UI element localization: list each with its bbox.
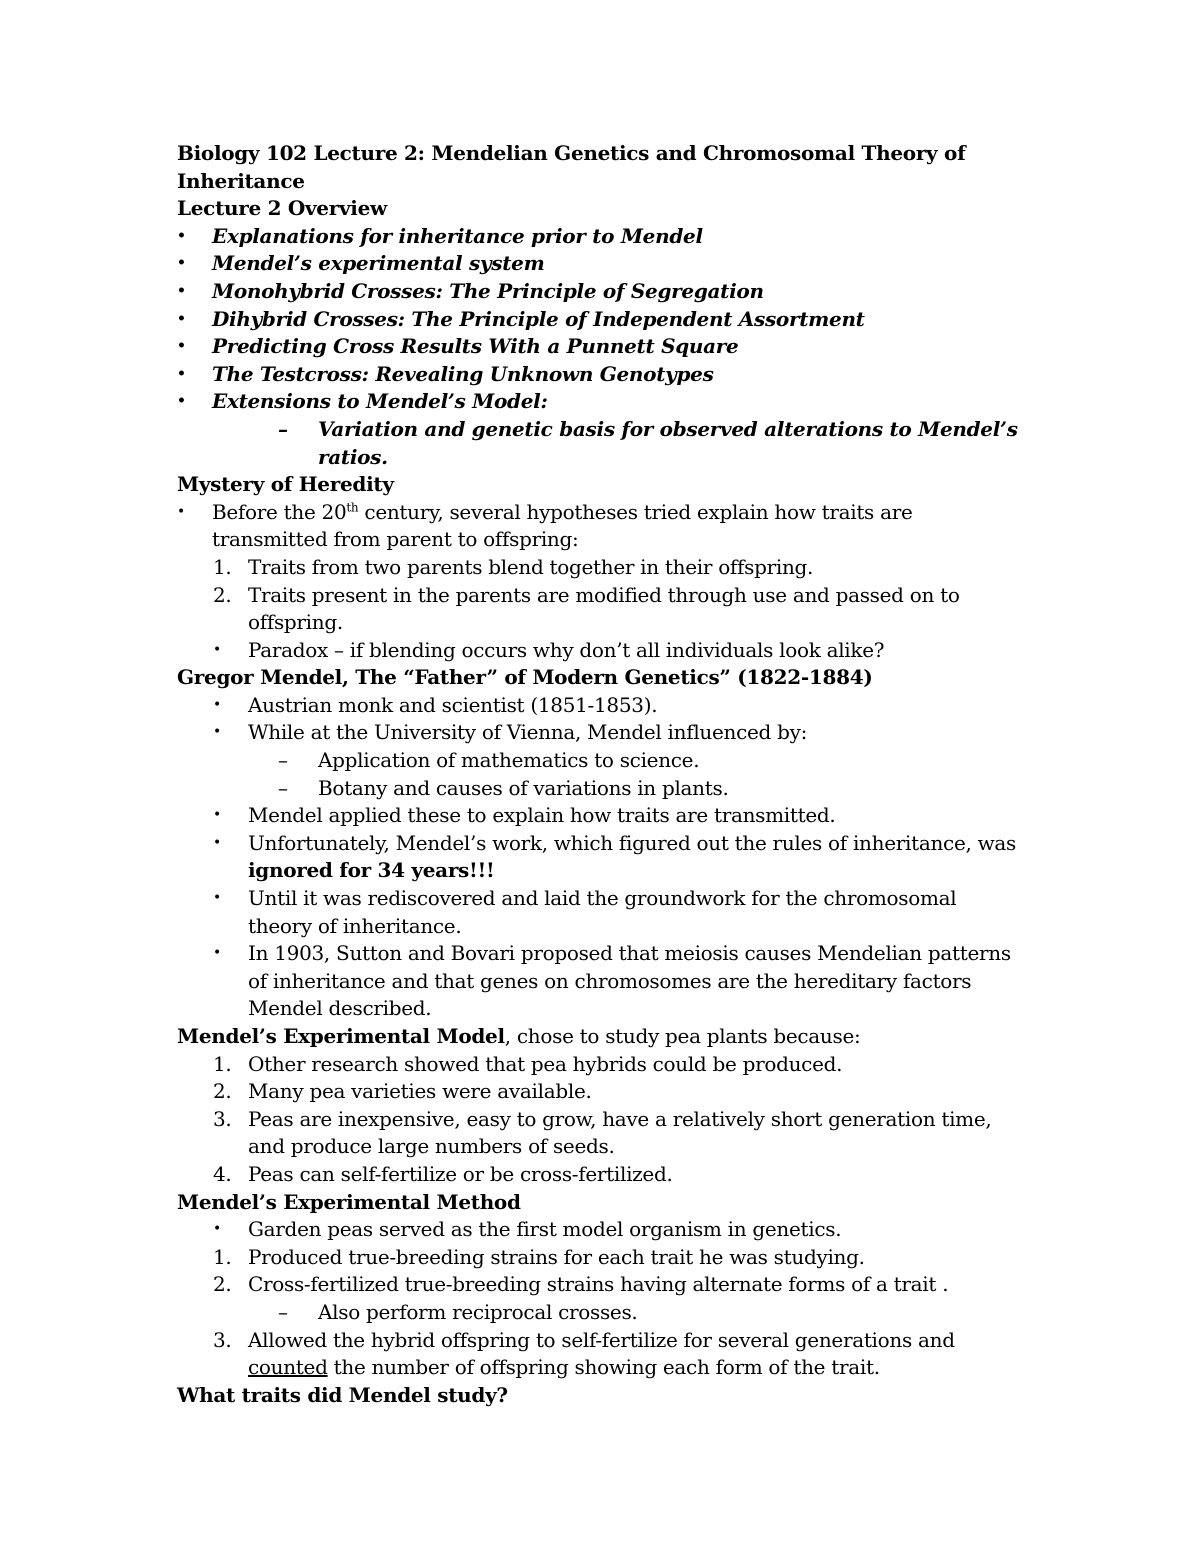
- text-run: and produce large numbers of seeds.: [248, 1134, 615, 1159]
- bullet-marker: •: [213, 945, 221, 962]
- overview-item: [177, 388, 1057, 416]
- overview-item: [177, 361, 1057, 389]
- overview-item-text: Monohybrid Crosses: The Principle of Segregation: [212, 278, 764, 303]
- number-marker: 3.: [213, 1327, 232, 1352]
- text-run: Traits present in the parents are modified through use and passed on to: [248, 582, 960, 607]
- mystery-bullet: [177, 499, 1057, 527]
- bullet-marker: •: [213, 696, 221, 713]
- gregor-subitem: [177, 747, 1057, 775]
- text-run: Garden peas served as the first model organism in genetics.: [248, 1217, 842, 1242]
- text-run: Before the 20: [212, 499, 347, 524]
- overview-subitem: [177, 416, 1057, 444]
- bullet-marker: •: [213, 807, 221, 824]
- bullet-marker: •: [177, 227, 186, 244]
- bullet-marker: •: [213, 641, 221, 658]
- text-run: Mendel described.: [248, 996, 432, 1021]
- text-run: century, several hypotheses tried explain how traits are: [358, 499, 913, 524]
- overview-heading: Lecture 2 Overview: [177, 196, 387, 221]
- text-run: While at the University of Vienna, Mendel influenced by:: [248, 720, 808, 745]
- gregor-heading: Gregor Mendel, The “Father” of Modern Genetics” (1822-1884): [177, 665, 873, 690]
- text-run: Also perform reciprocal crosses.: [318, 1299, 638, 1324]
- dash-marker: –: [278, 416, 288, 441]
- overview-subitem-continued: [177, 444, 1057, 472]
- text-run: Produced true-breeding strains for each trait he was studying.: [248, 1244, 865, 1269]
- method-bullet: [177, 1216, 1057, 1244]
- text-run: Unfortunately, Mendel’s work, which figured out the rules of inheritance, was: [248, 830, 1017, 855]
- gregor-subitem: [177, 775, 1057, 803]
- overview-item: [177, 250, 1057, 278]
- method-heading: Mendel’s Experimental Method: [177, 1189, 521, 1214]
- bullet-marker: •: [213, 890, 221, 907]
- bullet-marker: •: [177, 255, 186, 272]
- overview-item: [177, 223, 1057, 251]
- mystery-bullet-continued: [177, 526, 1057, 554]
- gregor-bullet: [177, 719, 1057, 747]
- bullet-marker: •: [177, 338, 186, 355]
- text-run: In 1903, Sutton and Bovari proposed that meiosis causes Mendelian patterns: [248, 941, 1011, 966]
- number-marker: 2.: [213, 1272, 232, 1297]
- bullet-marker: •: [177, 282, 186, 299]
- bullet-marker: •: [177, 393, 186, 410]
- mystery-numbered-item: [177, 554, 1057, 582]
- mystery-heading: Mystery of Heredity: [177, 472, 394, 497]
- document-title: Biology 102 Lecture 2: Mendelian Genetics and Chromosomal Theory of: [177, 141, 966, 165]
- text-run: Many pea varieties were available.: [248, 1079, 592, 1104]
- method-subitem: [177, 1299, 1057, 1327]
- gregor-bullet: [177, 885, 1057, 913]
- method-numbered-item-continued: [177, 1354, 1057, 1382]
- superscript: th: [346, 500, 359, 515]
- overview-subitem-text: ratios.: [318, 444, 388, 469]
- method-numbered-item: [177, 1271, 1057, 1299]
- text-run: offspring.: [248, 610, 343, 635]
- text-run: Mendel applied these to explain how traits are transmitted.: [248, 803, 836, 828]
- text-run: Other research showed that pea hybrids could be produced.: [248, 1051, 843, 1076]
- overview-item-text: The Testcross: Revealing Unknown Genotypes: [212, 361, 714, 386]
- model-heading-rest: , chose to study pea plants because:: [504, 1024, 861, 1048]
- bullet-marker: •: [177, 503, 185, 520]
- text-run: Paradox – if blending occurs why don’t all individuals look alike?: [248, 637, 885, 662]
- dash-marker: –: [278, 1299, 288, 1324]
- gregor-bullet-continued: [177, 968, 1057, 996]
- text-run: Botany and causes of variations in plants.: [318, 775, 729, 800]
- number-marker: 3.: [213, 1106, 232, 1131]
- model-heading-bold: Mendel’s Experimental Model: [177, 1024, 505, 1048]
- overview-item-text: Dihybrid Crosses: The Principle of Independent Assortment: [212, 306, 865, 331]
- bullet-marker: •: [213, 724, 221, 741]
- model-numbered-item: [177, 1106, 1057, 1134]
- gregor-bullet: [177, 802, 1057, 830]
- bullet-marker: •: [177, 365, 186, 382]
- number-marker: 1.: [213, 1244, 232, 1269]
- overview-item: [177, 306, 1057, 334]
- method-numbered-item: [177, 1327, 1057, 1355]
- number-marker: 2.: [213, 1079, 232, 1104]
- document-page: [177, 140, 1057, 1409]
- overview-item-text: Extensions to Mendel’s Model:: [212, 389, 548, 414]
- text-run: Peas are inexpensive, easy to grow, have a relatively short generation time,: [248, 1106, 992, 1131]
- overview-item-text: Mendel’s experimental system: [212, 251, 545, 276]
- text-run: Peas can self-fertilize or be cross-fertilized.: [248, 1161, 673, 1186]
- gregor-bullet: [177, 692, 1057, 720]
- document-title-continued: Inheritance: [177, 168, 305, 193]
- number-marker: 1.: [213, 554, 232, 579]
- dash-marker: –: [278, 748, 288, 773]
- overview-subitem-text: Variation and genetic basis for observed alterations to Mendel’s: [318, 416, 1018, 441]
- text-run: Application of mathematics to science.: [318, 748, 700, 773]
- gregor-bullet-continued: [177, 913, 1057, 941]
- gregor-bullet: [177, 940, 1057, 968]
- number-marker: 2.: [213, 582, 232, 607]
- mystery-numbered-item-continued: [177, 609, 1057, 637]
- overview-item-text: Predicting Cross Results With a Punnett Square: [212, 334, 739, 359]
- method-numbered-item: [177, 1244, 1057, 1272]
- dash-marker: –: [278, 775, 288, 800]
- mystery-paradox: [177, 637, 1057, 665]
- bullet-marker: •: [177, 310, 186, 327]
- text-run: the number of offspring showing each form of the trait.: [327, 1355, 880, 1380]
- model-heading: [177, 1023, 1057, 1051]
- overview-item: [177, 333, 1057, 361]
- text-run: Traits from two parents blend together in their offspring.: [248, 554, 814, 579]
- overview-item-text: Explanations for inheritance prior to Mendel: [212, 223, 703, 248]
- text-run: Cross-fertilized true-breeding strains having alternate forms of a trait .: [248, 1272, 949, 1297]
- overview-item: [177, 278, 1057, 306]
- gregor-bullet: [177, 830, 1057, 858]
- model-numbered-item-continued: [177, 1133, 1057, 1161]
- model-numbered-item: [177, 1161, 1057, 1189]
- underlined-word: counted: [248, 1355, 328, 1380]
- text-run: Allowed the hybrid offspring to self-fertilize for several generations and: [248, 1327, 955, 1352]
- text-run: of inheritance and that genes on chromosomes are the hereditary factors: [248, 968, 972, 993]
- number-marker: 4.: [213, 1161, 232, 1186]
- text-run: ignored for 34 years!!!: [248, 858, 495, 883]
- model-numbered-item: [177, 1078, 1057, 1106]
- gregor-bullet-continued: [177, 857, 1057, 885]
- text-run: transmitted from parent to offspring:: [212, 527, 579, 552]
- gregor-bullet-continued: [177, 995, 1057, 1023]
- number-marker: 1.: [213, 1051, 232, 1076]
- traits-heading: What traits did Mendel study?: [177, 1382, 508, 1407]
- text-run: Austrian monk and scientist (1851-1853).: [248, 692, 658, 717]
- bullet-marker: •: [213, 834, 221, 851]
- text-run: Until it was rediscovered and laid the groundwork for the chromosomal: [248, 886, 957, 911]
- model-numbered-item: [177, 1051, 1057, 1079]
- bullet-marker: •: [213, 1221, 221, 1238]
- mystery-numbered-item: [177, 582, 1057, 610]
- text-run: theory of inheritance.: [248, 913, 462, 938]
